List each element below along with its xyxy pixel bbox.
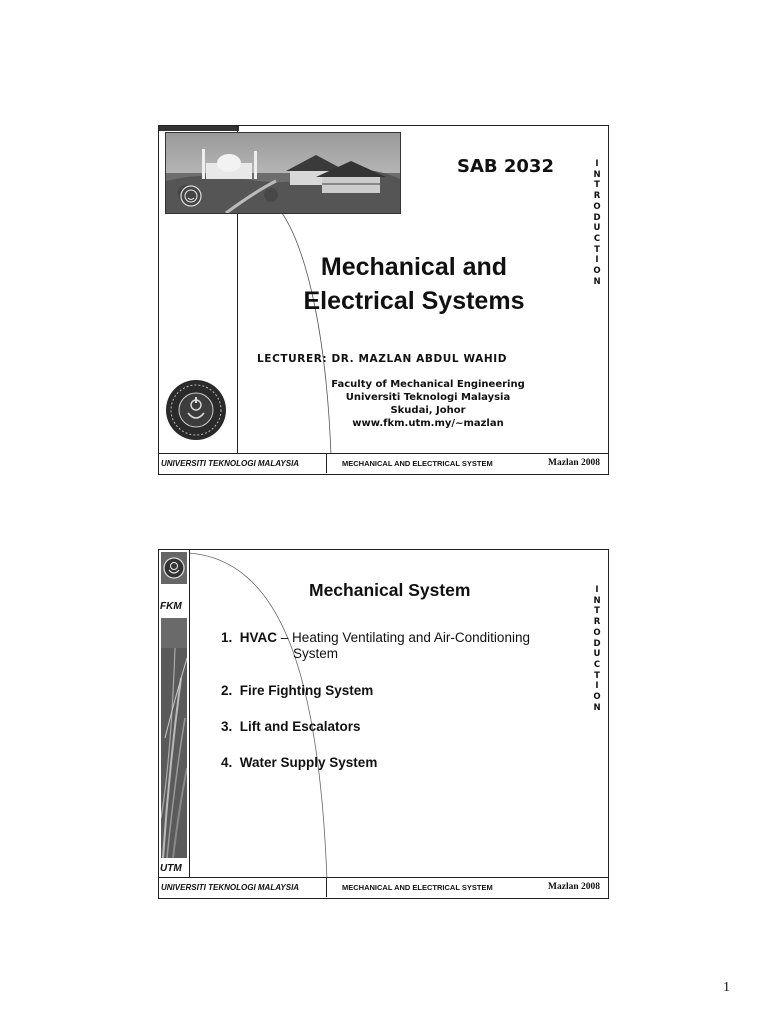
page-number: 1 [723,980,730,995]
item-bold: Fire Fighting System [239,683,374,698]
location: Skudai, Johor [390,405,466,416]
slide-footer [159,877,608,898]
footer-author: Mazlan 2008 [548,882,600,892]
slide-footer [159,453,608,474]
vertical-letter: N [593,595,601,606]
list-item [221,683,373,698]
footer-university: UNIVERSITI TEKNOLOGI MALAYSIA [159,454,327,473]
vertical-letter: T [594,606,600,617]
vertical-letter: O [593,201,601,212]
slide-1 [158,125,609,475]
vertical-letter: T [594,244,600,255]
item-bold: Lift and Escalators [239,719,361,734]
vertical-letter: O [593,627,601,638]
vertical-letter: O [593,692,601,703]
vertical-letter: C [593,233,601,244]
list-item [221,719,361,734]
vertical-letter: T [594,180,600,191]
lecturer-name: LECTURER: DR. MAZLAN ABDUL WAHID [257,353,508,365]
item-number: 1. [221,630,233,645]
faculty-block [313,378,543,430]
vertical-letter: I [595,585,599,595]
footer-author: Mazlan 2008 [548,458,600,468]
vertical-letter: T [594,670,600,681]
item-number: 3. [221,719,233,734]
sidebar-utm-label: UTM [160,863,182,874]
footer-university: UNIVERSITI TEKNOLOGI MALAYSIA [159,878,327,897]
sidebar-plant-image [161,618,187,858]
slide-2 [158,549,609,899]
vertical-letter: N [593,702,601,713]
utm-logo-small [180,185,202,207]
item-rest: – Heating Ventilating and Air-Conditioning [277,630,530,645]
vertical-letter: N [593,276,601,287]
item-bold: Water Supply System [239,755,378,770]
list-item [221,755,377,770]
utm-logo-icon [161,552,187,584]
faculty-name: Faculty of Mechanical Engineering [331,379,525,390]
vertical-letter: O [593,266,601,277]
item-bold: HVAC [239,630,278,645]
item-number: 4. [221,755,233,770]
slide-sidebar [159,550,190,880]
university-name: Universiti Teknologi Malaysia [345,392,511,403]
item-continuation: System [293,646,339,661]
vertical-letter: R [593,191,601,202]
slide-title: Mechanical System [309,580,471,600]
vertical-letter: U [593,223,601,234]
vertical-letter: C [593,659,601,670]
course-code: SAB 2032 [457,156,554,177]
vertical-word-introduction [591,585,603,713]
slide-top-bar [159,126,239,131]
title-line-2: Electrical Systems [303,287,525,315]
item-number: 2. [221,683,233,698]
campus-photo [165,132,401,214]
vertical-letter: D [593,212,601,223]
sidebar-fkm-label: FKM [160,601,182,612]
university-seal-icon [165,379,227,446]
vertical-letter: I [595,159,599,169]
website-url: www.fkm.utm.my/~mazlan [352,418,504,429]
vertical-letter: R [593,617,601,628]
vertical-letter: D [593,638,601,649]
title-line-1: Mechanical and [320,253,508,281]
vertical-letter: U [593,649,601,660]
vertical-letter: I [595,255,599,266]
list-item [221,630,530,661]
footer-course: MECHANICAL AND ELECTRICAL SYSTEM [342,459,493,468]
vertical-word-introduction [591,159,603,287]
slide-title [269,250,559,318]
vertical-letter: I [595,681,599,692]
footer-course: MECHANICAL AND ELECTRICAL SYSTEM [342,883,493,892]
vertical-letter: N [593,169,601,180]
